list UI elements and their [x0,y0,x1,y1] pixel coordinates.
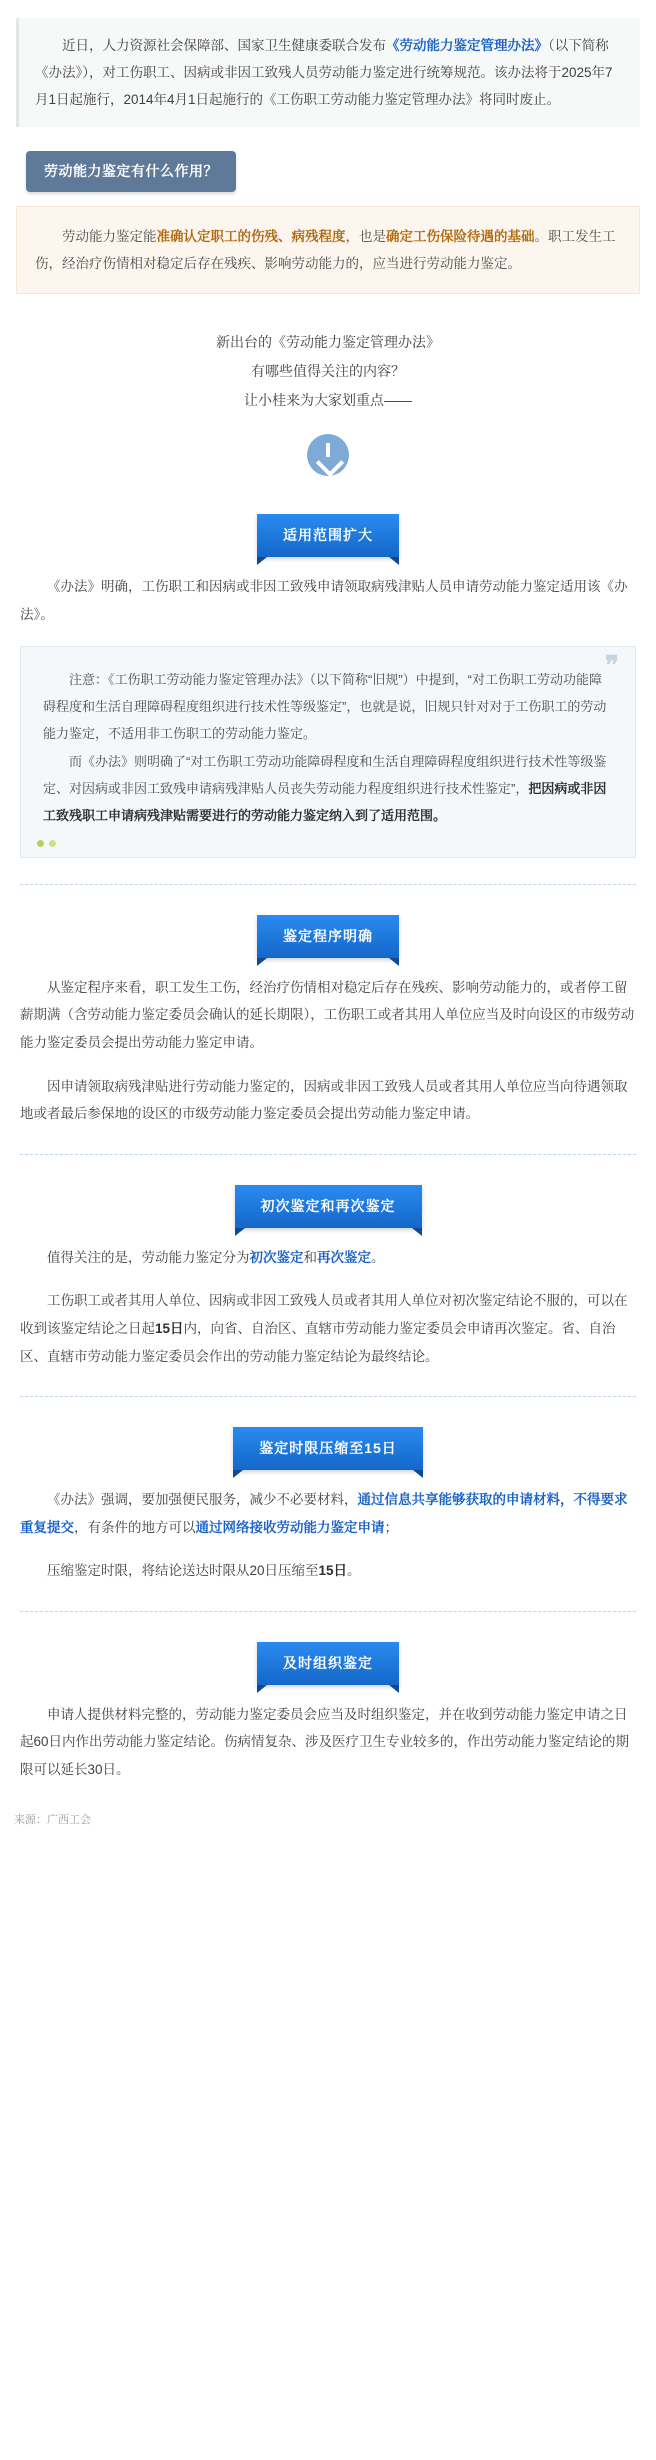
decorative-dots [37,840,56,847]
section-4-banner-wrap [0,1427,656,1470]
section-3-paragraph-1: 值得关注的是，劳动能力鉴定分为初次鉴定和再次鉴定。 [47,1249,385,1265]
divider-2 [20,1154,636,1155]
note-paragraph-2-highlight: 把因病或非因工致残职工申请病残津贴需要进行的劳动能力鉴定纳入到了适用范围。 [43,780,607,823]
section-5-paragraph-1: 申请人提供材料完整的，劳动能力鉴定委员会应当及时组织鉴定，并在收到劳动能力鉴定申请之日起60日内作出劳动能力鉴定结论。伤病情复杂、涉及医疗卫生专业较多的，作出劳动能力鉴定结论的期限可以延长30日。 [20,1706,630,1777]
section-4-paragraph-2: 压缩鉴定时限，将结论送达时限从20日压缩至15日。 [47,1563,361,1579]
section-2-paragraph-2: 因申请领取病残津贴进行劳动能力鉴定的，因病或非因工致残人员或者其用人单位应当向待遇领取地或者最后参保地的设区的市级劳动能力鉴定委员会提出劳动能力鉴定申请。 [20,1078,628,1122]
answer-text-b: ，也是 [345,228,386,244]
answer-card [16,206,640,294]
intro-paragraph [16,18,640,127]
section-1-paragraph-1: 《办法》明确，工伤职工和因病或非因工致残申请领取病残津贴人员申请劳动能力鉴定适用该《办法》。 [20,578,628,622]
section-3-banner: 初次鉴定和再次鉴定 [235,1185,422,1228]
article-page [0,18,656,1852]
lead-in-line-1: 新出台的《劳动能力鉴定管理办法》 [216,333,440,350]
lead-in-line-3: 让小桂来为大家划重点—— [244,392,412,409]
section-1-banner: 适用范围扩大 [257,514,399,557]
lead-in-block [0,328,656,416]
question-pill: 劳动能力鉴定有什么作用？ [26,151,236,192]
intro-prefix: 近日，人力资源社会保障部、国家卫生健康委联合发布 [62,38,386,53]
section-2-banner: 鉴定程序明确 [257,915,399,958]
section-1-banner-wrap [0,514,656,557]
note-paragraph-1: 注意：《工伤职工劳动能力鉴定管理办法》（以下简称“旧规”）中提到，“对工伤职工劳动功能障碍程度和生活自理障碍程度组织进行技术性等级鉴定”，也就是说，旧规只针对对于工伤职工的劳动能力鉴定，不适用非工伤职工的劳动能力鉴定。 [43,672,607,741]
section-1-note-card [20,646,636,858]
section-3-paragraph-2: 工伤职工或者其用人单位、因病或非因工致残人员或者其用人单位对初次鉴定结论不服的，可以在收到该鉴定结论之日起15日内，向省、自治区、直辖市劳动能力鉴定委员会申请再次鉴定。省、自治区、直辖市劳动能力鉴定委员会作出的劳动能力鉴定结论为最终结论。 [20,1293,628,1364]
answer-highlight-1: 准确认定职工的伤残、病残程度 [156,228,346,244]
dot-icon-1 [37,840,44,847]
divider-4 [20,1611,636,1612]
section-2-paragraph-1: 从鉴定程序来看，职工发生工伤，经治疗伤情相对稳定后存在残疾、影响劳动能力的，或者停工留薪期满（含劳动能力鉴定委员会确认的延长期限），工伤职工或者其用人单位应当及时向设区的市级劳动能力鉴定委员会提出劳动能力鉴定申请。 [20,979,635,1051]
source-label: 来源：广西工会 [14,1813,91,1826]
section-5-banner: 及时组织鉴定 [257,1642,399,1685]
answer-text-a: 劳动能力鉴定能 [62,228,157,244]
lead-in-line-2: 有哪些值得关注的内容？ [251,362,405,379]
answer-text-c: 。职工发生工伤，经治疗伤情相对稳定后存在残疾、影响劳动能力的，应当进行劳动能力鉴定。 [35,228,616,271]
down-arrow-wrap [0,434,656,485]
divider-1 [20,884,636,885]
section-2-banner-wrap [0,915,656,958]
note-paragraph-2-text: 而《办法》则明确了“对工伤职工劳动功能障碍程度和生活自理障碍程度组织进行技术性等级鉴定、对因病或非因工致残申请病残津贴人员丧失劳动能力程度组织进行技术性鉴定”， [43,754,607,796]
quote-icon: ❞ [605,651,619,682]
divider-3 [20,1396,636,1397]
law-title-link[interactable]: 《劳动能力鉴定管理办法》 [386,38,548,53]
section-5-banner-wrap [0,1642,656,1685]
section-4-banner: 鉴定时限压缩至15日 [233,1427,423,1470]
dot-icon-2 [49,840,56,847]
answer-highlight-2: 确定工伤保险待遇的基础 [386,228,535,244]
arrow-down-icon [307,434,349,476]
intro-mid: （以下简称《办法》），对工伤职工、因病或非因工致残人员劳动能力鉴定进行统筹规范。该办法将于2025年7月1日起施行，2014年4月1日起施行的《工伤职工劳动能力鉴定管理办法》将同时废止。 [35,38,613,107]
note-paragraph-2 [43,749,613,829]
section-4-paragraph-1: 《办法》强调，要加强便民服务，减少不必要材料，通过信息共享能够获取的申请材料，不得要求重复提交，有条件的地方可以通过网络接收劳动能力鉴定申请； [20,1491,628,1535]
question-pill-wrap [26,151,656,192]
section-3-banner-wrap [0,1185,656,1228]
